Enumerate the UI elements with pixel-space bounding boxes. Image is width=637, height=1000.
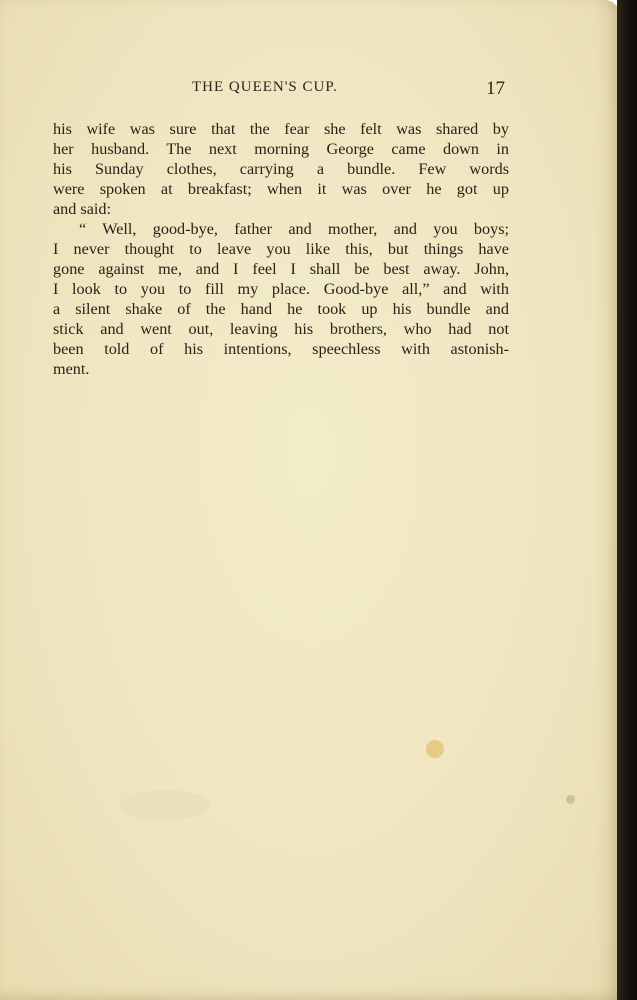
- running-head: [0, 76, 619, 100]
- text-line: “ Well, good-bye, father and mother, and you boys;: [79, 220, 509, 238]
- body-text: [53, 119, 509, 379]
- text-line: and said:: [53, 200, 111, 218]
- text-line: gone against me, and I feel I shall be best away. John,: [53, 260, 509, 278]
- text-line: his Sunday clothes, carrying a bundle. Few words: [53, 160, 509, 178]
- text-line: were spoken at breakfast; when it was over he got up: [53, 180, 509, 198]
- page-number: 17: [486, 78, 505, 99]
- text-line: I look to you to fill my place. Good-bye all,” and with: [53, 280, 509, 298]
- text-line: stick and went out, leaving his brothers, who had not: [53, 320, 509, 338]
- paper-stain: [566, 795, 575, 804]
- paper-stain: [426, 740, 444, 758]
- book-cover-edge: [617, 0, 637, 1000]
- text-line: I never thought to leave you like this, but things have: [53, 240, 509, 258]
- text-line: his wife was sure that the fear she felt was shared by: [53, 120, 509, 138]
- text-line: been told of his intentions, speechless with astonish-: [53, 340, 509, 358]
- text-line: her husband. The next morning George came down in: [53, 140, 509, 158]
- text-line: ment.: [53, 360, 90, 378]
- text-line: a silent shake of the hand he took up his bundle and: [53, 300, 509, 318]
- paper-stain: [120, 790, 210, 820]
- page-title: THE QUEEN'S CUP.: [192, 79, 338, 95]
